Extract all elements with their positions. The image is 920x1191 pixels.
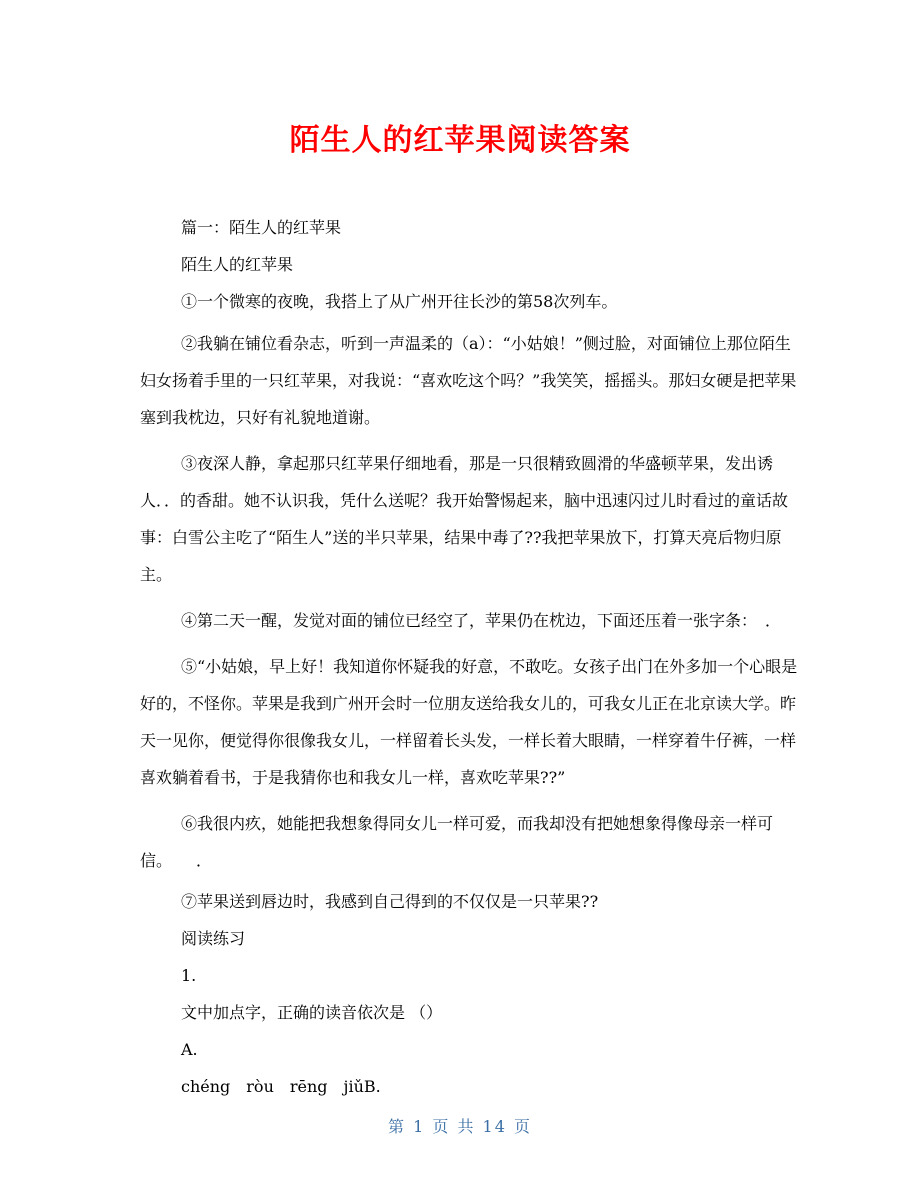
question-text: 文中加点字，正确的读音依次是 （） [181, 1003, 443, 1022]
option-a-label: A. [181, 1040, 198, 1059]
document-title: 陌生人的红苹果阅读答案 [289, 123, 631, 158]
paragraph-2: ②我躺在铺位看杂志，听到一声温柔的（a）：“小姑娘！”侧过脸，对面铺位上那位陌生妇女扬着手里的一只红苹果，对我说：“喜欢吃这个吗？”我笑笑，摇摇头。那妇女硬是把苹果塞到我枕边，只好有礼貌地道谢。 [140, 334, 797, 427]
exercise-heading: 阅读练习 [181, 929, 246, 948]
paragraph-4: ④第二天一醒，发觉对面的铺位已经空了，苹果仍在枕边，下面还压着一张字条： ． [181, 611, 782, 630]
paragraph-1: ①一个微寒的夜晚，我搭上了从广州开往长沙的第58次列车。 [181, 292, 618, 311]
paragraph-3: ③夜深人静，拿起那只红苹果仔细地看，那是一只很精致圆滑的华盛顿苹果，发出诱人．．的香甜。她不认识我，凭什么送呢？我开始警惕起来，脑中迅速闪过儿时看过的童话故事：白雪公主吃了“陌生人”送的半只苹果，结果中毒了??我把苹果放下，打算天亮后物归原主。 [140, 454, 789, 584]
section-heading: 篇一：陌生人的红苹果 [181, 218, 342, 237]
page-footer: 第 1 页 共 14 页 [388, 1117, 532, 1136]
paragraph-7: ⑦苹果送到唇边时，我感到自己得到的不仅仅是一只苹果?? [181, 892, 599, 911]
article-title: 陌生人的红苹果 [181, 255, 294, 274]
document-body [140, 214, 801, 1110]
question-number: 1. [181, 966, 197, 985]
paragraph-6: ⑥我很内疚，她能把我想象得同女儿一样可爱，而我却没有把她想象得像母亲一样可信。 ． [140, 814, 774, 870]
option-pinyin: chéng ròu rēng jiǔB. [181, 1077, 381, 1096]
paragraph-5: ⑤“小姑娘，早上好！我知道你怀疑我的好意，不敢吃。女孩子出门在外多加一个心眼是好的，不怪你。苹果是我到广州开会时一位朋友送给我女儿的，可我女儿正在北京读大学。昨天一见你，便觉得你很像我女儿，一样留着长头发，一样长着大眼睛，一样穿着牛仔裤，一样喜欢躺着看书，于是我猜你也和我女儿一样，喜欢吃苹果??” [140, 657, 798, 787]
